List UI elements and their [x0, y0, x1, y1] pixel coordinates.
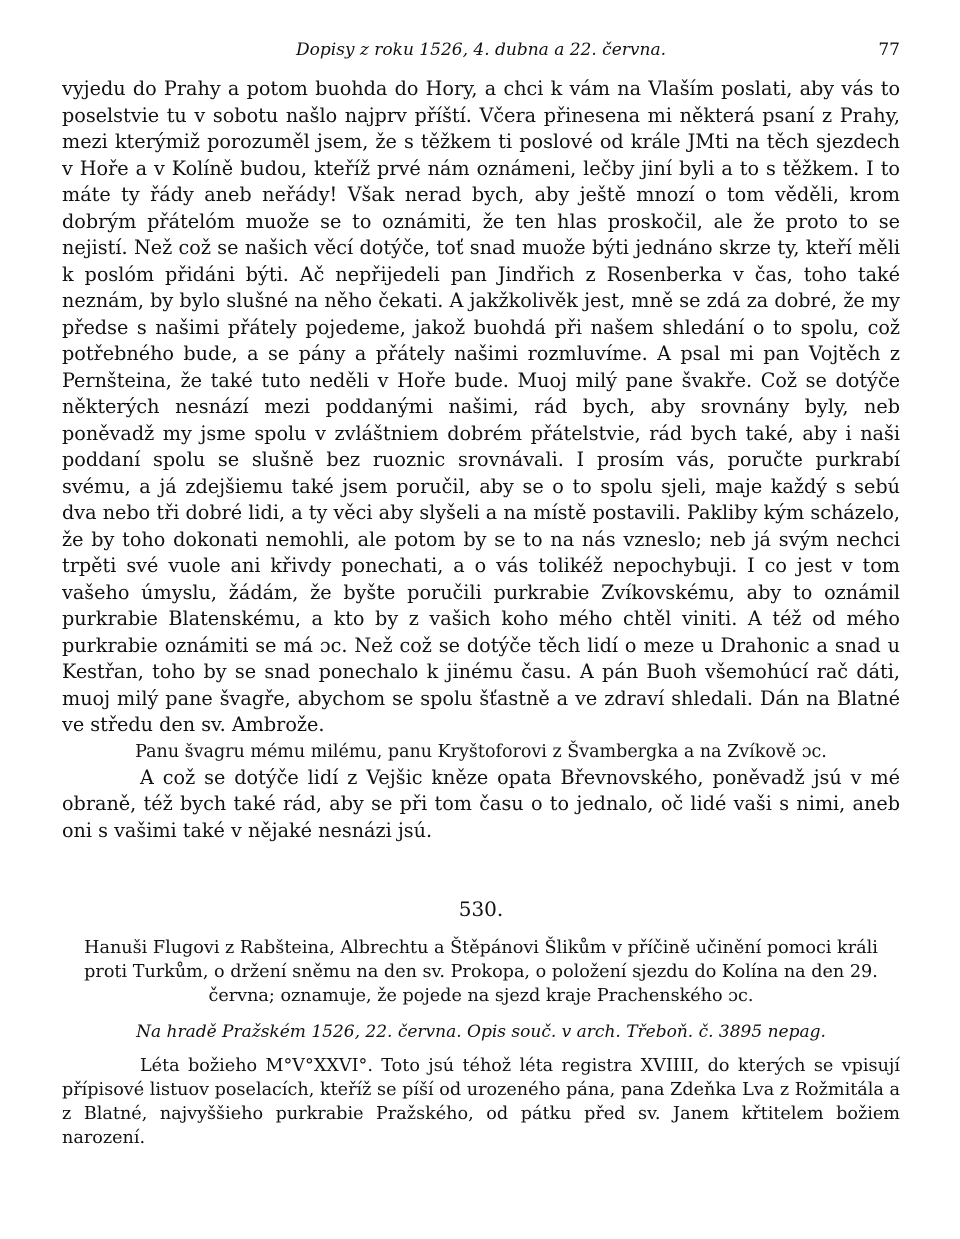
running-title: Dopisy z roku 1526, 4. dubna a 22. června. — [296, 40, 666, 60]
entry-summary: Hanuši Flugovi z Rabšteina, Albrechtu a Štěpánovi Šlikům v příčině učinění pomoci králi proti Turkům, o držení sněmu na den sv. Prokopa, o položení sjezdu do Kolína na den 29. června; oznamuje, že pojede na sjezd kraje Prachenského ɔc. — [84, 938, 878, 1006]
letter-body: vyjedu do Prahy a potom buohda do Hory, a chci k vám na Vlaším poslati, aby vás to poselstvie tu v sobotu našlo najprv příští. Včera přinesena mi některá psaní z Prahy, mezi kterýmiž porozuměl jsem, že s těžkem ti poslové od krále JMti na těch sjezdech v Hoře a v Kolíně budou, kteříž prvé nám oznámeni, lečby jiní byli a to s těžkem. I to máte ty řády aneb neřády! Však nerad bych, aby ještě mnozí o tom věděli, krom dobrým přátelóm muože se to oznámiti, že ten hlas proskočil, ale že proto to se nejistí. Než což se našich věcí dotýče, toť snad muože býti jednáno skrze ty, kteří měli k poslóm přidáni býti. Ač nepřijedeli pan Jindřich z Rosenberka v čas, toho také neznám, by bylo slušné na něho čekati. A jakžkolivěk jest, mně se zdá za dobré, že my předse s našimi přátely pojedeme, jakož buohdá při našem shledání o to spolu, což potřebného bude, a se pány a přátely našimi rozmluvíme. A psal mi pan Vojtěch z Pernšteina, že také tuto neděli v Hoře bude. Muoj milý pane švakře. Což se dotýče některých nesnází mezi poddanými našimi, rád bych, aby srovnány byly, neb poněvadž my jsme spolu v zvláštniem dobrém přátelstvie, rád bych také, aby i naši poddaní spolu se slušně bez ruoznic srovnávali. I prosím vás, poručte purkrabí svému, a já zdejšiemu také jsem poručil, aby se o to spolu sjeli, maje každý s sebú dva nebo tři dobré lidi, a ty věci aby slyšeli a na místě postavili. Pakliby kým scházelo, že by toho dokonati nemohli, ale potom by se to na nás vzneslo; neb já svým nechci trpěti své vuole ani křivdy ponechati, a o vás tolikéž nepochybuji. I co jest v tom vašeho úmyslu, žádám, že byšte poručili purkrabie Zvíkovskému, aby to oznámil purkrabie Blatenskému, a kto by z vašich koho mého chtěl viniti. A též od mého purkrabie oznámiti se má ɔc. Než což se dotýče těch lidí o meze u Drahonic a snad u Kestřan, toho by se snad ponechalo k jinému času. A pán Buoh všemohúcí rač dáti, muoj milý pane švagře, abychom se spolu šťastně a ve zdraví shledali. Dán na Blatné ve středu den sv. Ambrože. — [62, 77, 900, 736]
document-page — [62, 40, 900, 1168]
letter-text — [62, 76, 900, 844]
page-number: 77 — [878, 40, 900, 60]
letter-postscript: A což se dotýče lidí z Vejšic kněze opata Břevnovského, poněvadž jsú v mé obraně, též bych také rád, aby se při tom času o to jednalo, oč lidé vaši s nimi, aneb oni s vašimi také v nějaké nesnázi jsú. — [62, 765, 900, 842]
letter-address: Panu švagru mému milému, panu Kryštoforovi z Švambergka a na Zvíkově ɔc. — [135, 741, 827, 762]
entry-intro: Léta božieho M°V°XXVI°. Toto jsú téhož léta registra XVIIII, do kterých se vpisují přípisové listuov poselacích, kteříž se píší od urozeného pána, pana Zdeňka Lva z Rožmitála a z Blatné, najvyššieho purkrabie Pražského, od pátku před sv. Janem křtitelem božiem narození. — [62, 1056, 900, 1148]
entry-number: 530. — [458, 897, 504, 921]
running-head — [62, 40, 900, 70]
entry-source: Na hradě Pražském 1526, 22. června. Opis souč. v arch. Třeboň. č. 3895 nepag. — [136, 1022, 826, 1042]
